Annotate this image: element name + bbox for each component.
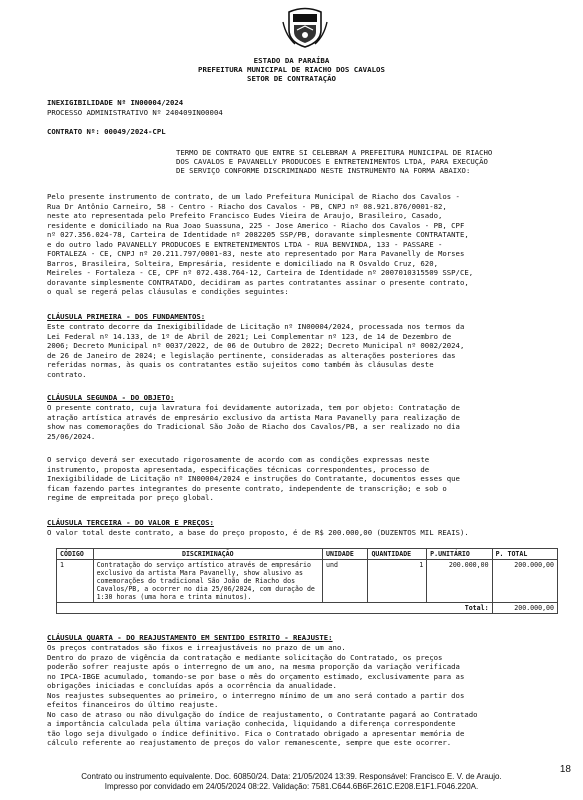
- preamble-line: e do outro lado PAVANELLY PRODUCOES E ENTRETENIMENTOS LTDA - RUA BENVINDA, 133 - PASSARE -: [47, 239, 443, 249]
- clausula-line: efeitos financeiros do último reajuste.: [47, 700, 219, 709]
- clausula-line: Lei Federal nº 14.133, de 1º de Abril de 2021; Lei Complementar nº 123, de 14 de Dezembro de: [47, 331, 452, 341]
- clausula-line: no IPCA-IBGE acumulado, tomando-se por base o mês do orçamento estimado, exclusivamente para as: [47, 671, 465, 681]
- clausula-line: show nas comemorações do Tradicional São João de Riacho dos Cavalos/PB, a ser realizado no dia: [47, 422, 460, 431]
- cell-quantidade: 1: [368, 560, 427, 603]
- cell-codigo: 1: [57, 560, 94, 603]
- clausula-line: ficam fazendo partes integrantes do presente contrato, independente de transcrição; e sob o: [47, 483, 447, 493]
- preamble-line: Meireles - Fortaleza - CE, CPF nº 072.438.764-12, Carteira de Identidade nº 2007010315509 SSP/CE,: [47, 268, 474, 277]
- clausula-line: de 26 de Janeiro de 2024; e legislação pertinente, consideradas as alterações posteriores das: [47, 350, 456, 360]
- table-total-row: [57, 603, 558, 614]
- total-value: 200.000,00: [492, 603, 557, 614]
- clausula-terceira-title: CLÁUSULA TERCEIRA - DO VALOR E PREÇOS:: [47, 518, 214, 527]
- intro-line: DOS CAVALOS E PAVANELLY PRODUCOES E ENTRETENIMENTOS LTDA, PARA EXECUÇÃO: [176, 157, 488, 166]
- clausula-line: 2006; Decreto Municipal nº 0037/2022, de 06 de Outubro de 2022; Decreto Municipal nº 0002/2024,: [47, 341, 465, 350]
- price-table: [56, 548, 558, 614]
- contrato-number: CONTRATO Nº: 00049/2024-CPL: [47, 127, 166, 136]
- footer-document-info: Contrato ou instrumento equivalente. Doc. 60850/24. Data: 21/05/2024 13:39. Responsável: Francisco E. V. de Araujo.: [81, 772, 502, 781]
- municipality-heading: PREFEITURA MUNICIPAL DE RIACHO DOS CAVALOS: [198, 65, 385, 74]
- preamble-line: neste ato representada pelo Prefeito Francisco Eudes Vieira de Araujo, Brasileiro, Casado,: [47, 211, 443, 220]
- preamble-line: Pelo presente instrumento de contrato, de um lado Prefeitura Municipal de Riacho dos Cavalos -: [47, 192, 460, 201]
- clausula-primeira-title: CLÁUSULA PRIMEIRA - DOS FUNDAMENTOS:: [47, 312, 206, 321]
- clausula-line: Nos reajustes subsequentes ao primeiro, o interregno mínimo de um ano será contado a partir dos: [47, 690, 465, 700]
- preamble-line: Barros, Brasileira, Solteira, Empresária, residente e domiciliado na R Osvaldo Cruz, 620,: [47, 258, 438, 268]
- col-codigo: CÓDIGO: [57, 549, 94, 560]
- clausula-line: tão logo seja divulgado o índice definitivo. Fica o Contratado obrigado a apresentar memória de: [47, 728, 465, 738]
- clausula-line: referidas normas, às quais os contratantes estão sujeitos como também às cláusulas deste: [47, 360, 434, 369]
- clausula-line: poderão sofrer reajuste após o interregno de um ano, na mesma proporção da variação verificada: [47, 662, 460, 671]
- clausula-line: Os preços contratados são fixos e irreajustáveis no prazo de um ano.: [47, 643, 346, 652]
- col-total: P. TOTAL: [492, 549, 557, 560]
- table-row: [57, 560, 558, 603]
- col-discriminacao: DISCRIMINAÇÃO: [93, 549, 322, 560]
- clausula-quarta-title: CLÁUSULA QUARTA - DO REAJUSTAMENTO EM SENTIDO ESTRITO - REAJUSTE:: [47, 633, 333, 642]
- coat-of-arms-seal: [281, 6, 329, 48]
- sector-heading: SETOR DE CONTRATAÇÃO: [247, 74, 336, 83]
- footer-validation: Impresso por convidado em 24/05/2024 08:22. Validação: 7581.C644.6B6F.261C.E208.E1F1.F046.220A.: [104, 782, 479, 791]
- clausula-line: Inexigibilidade de Licitação nº IN00004/2024 e instruções do Contratante, documentos esses que: [47, 474, 460, 483]
- col-quantidade: QUANTIDADE: [368, 549, 427, 560]
- clausula-line: atração artística através de empresário exclusivo da artista Mara Pavanelly para realização de: [47, 412, 460, 422]
- col-unidade: UNIDADE: [323, 549, 368, 560]
- clausula-line: O valor total deste contrato, a base do preço proposto, é de R$ 200.000,00 (DUZENTOS MIL REAIS).: [47, 528, 469, 537]
- table-header-row: [57, 549, 558, 560]
- clausula-line: regime de empreitada por preço global.: [47, 493, 214, 502]
- cell-discriminacao: Contratação do serviço artístico através de empresário exclusivo da artista Mara Pavanelly, show alusivo as comemorações do tradicional São João de Riacho dos Cavalos/PB, a ocorrer no dia 25/06/2024, com duração de 1:30 horas (uma hora e trinta minutos).: [93, 560, 322, 603]
- clausula-line: cálculo referente ao reajustamento de preços do valor remanescente, sempre que este ocorrer.: [47, 738, 452, 747]
- clausula-line: Este contrato decorre da Inexigibilidade de Licitação nº IN00004/2024, processada nos termos da: [47, 322, 465, 331]
- cell-unidade: und: [323, 560, 368, 603]
- page-number: 18: [559, 764, 571, 775]
- preamble-line: residente e domiciliado na Rua Joao Suassuna, 225 - Jose Americo - Riacho dos Cavalos - PB, CPF: [47, 220, 465, 230]
- clausula-line: O serviço deverá ser executado rigorosamente de acordo com as condições expressas neste: [47, 455, 430, 464]
- preamble-line: nº 027.356.024-78, Carteira de Identidade nº 2082205 SSP/PB, doravante simplesmente CONTRATANTE,: [47, 230, 469, 239]
- state-heading: ESTADO DA PARAÍBA: [253, 56, 330, 65]
- clausula-line: contrato.: [47, 369, 87, 379]
- preamble-line: Rua Dr Antônio Carneiro, 58 - Centro - Riacho dos Cavalos - PB, CNPJ nº 08.921.876/0001-82,: [47, 201, 447, 211]
- preamble-line: o qual se regerá pelas cláusulas e condições seguintes:: [47, 287, 289, 296]
- clausula-line: a importância calculada pela última variação conhecida, liquidando a diferença correspondente: [47, 719, 456, 728]
- clausula-line: instrumento, proposta apresentada, especificações técnicas correspondentes, processo de: [47, 464, 430, 474]
- clausula-line: O presente contrato, cuja lavratura foi devidamente autorizada, tem por objeto: Contratação de: [47, 403, 460, 412]
- preamble-line: FORTALEZA - CE, CNPJ nº 20.211.797/0001-83, neste ato representado por Mara Pavanelly de Morses: [47, 249, 465, 258]
- cell-total: 200.000,00: [492, 560, 557, 603]
- total-label: Total:: [57, 603, 493, 614]
- clausula-line: 25/06/2024.: [47, 431, 96, 441]
- inexigibilidade-number: INEXIGIBILIDADE Nº IN00004/2024: [47, 98, 184, 107]
- preamble-line: doravante simplesmente CONTRATADO, decidiram as partes contratantes assinar o presente contrato,: [47, 277, 469, 287]
- col-unitario: P.UNITÁRIO: [427, 549, 492, 560]
- clausula-line: obrigações iniciadas e concluídas após a ocorrência da anualidade.: [47, 681, 337, 690]
- processo-number: PROCESSO ADMINISTRATIVO Nº 240409IN00004: [47, 108, 223, 117]
- clausula-line: Dentro do prazo de vigência da contratação e mediante solicitação do Contratado, os preços: [47, 652, 443, 662]
- intro-line: DE SERVIÇO CONFORME DISCRIMINADO NESTE INSTRUMENTO NA FORMA ABAIXO:: [176, 166, 471, 175]
- clausula-line: No caso de atraso ou não divulgação do índice de reajustamento, o Contratante pagará ao Contratado: [47, 709, 478, 719]
- intro-line: TERMO DE CONTRATO QUE ENTRE SI CELEBRAM A PREFEITURA MUNICIPAL DE RIACHO: [176, 148, 493, 157]
- cell-unitario: 200.000,00: [427, 560, 492, 603]
- clausula-segunda-title: CLÁUSULA SEGUNDA - DO OBJETO:: [47, 393, 175, 402]
